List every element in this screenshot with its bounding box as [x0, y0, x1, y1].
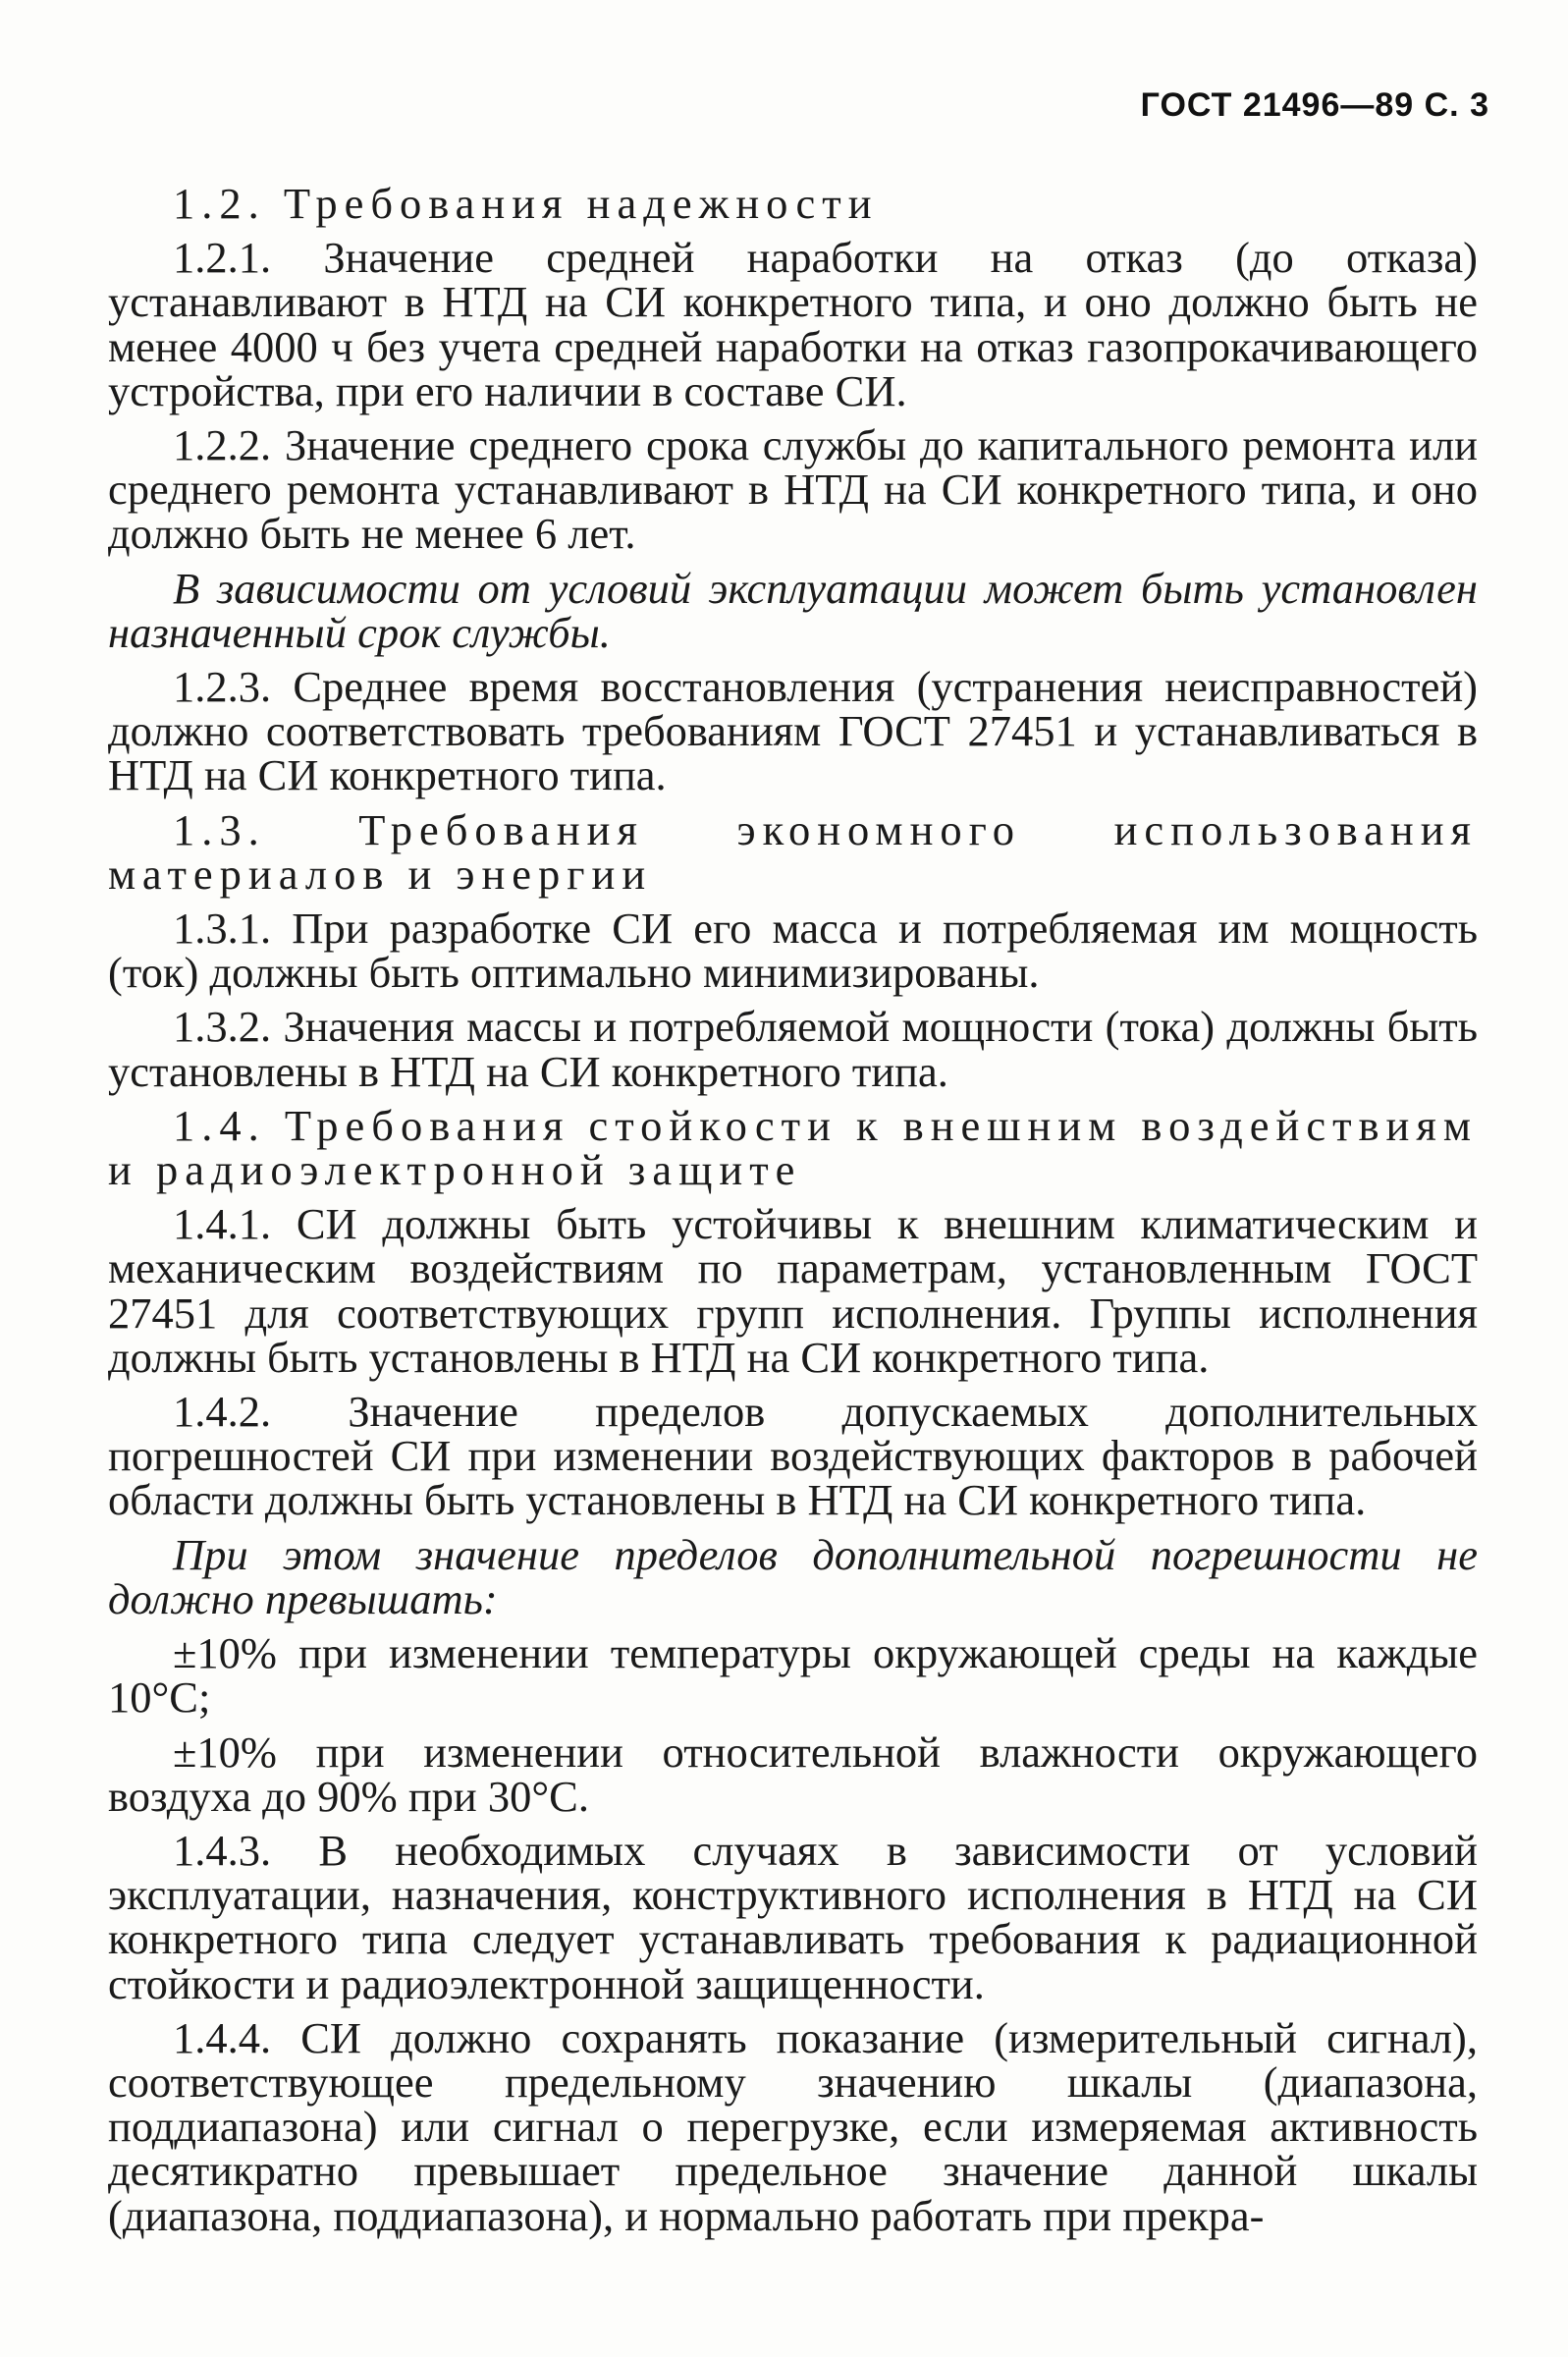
section-heading-1-4: 1.4. Требования стойкости к внешним воздействиям и радиоэлектронной защите	[108, 1100, 1478, 1195]
paragraph-1-2-2: 1.2.2. Значение среднего срока службы до капитального ремонта или среднего ремонта устанавливают в НТД на СИ конкретного типа, и оно должно быть не менее 6 лет.	[108, 420, 1478, 559]
paragraph-1-4-2: 1.4.2. Значение пределов допускаемых дополнительных погрешностей СИ при изменении воздействующих факторов в рабочей области должны быть установлены в НТД на СИ конкретного типа.	[108, 1387, 1478, 1525]
section-heading-1-2: 1.2. Требования надежности	[173, 179, 879, 228]
paragraph-1-2-3: 1.2.3. Среднее время восстановления (устранения неисправностей) должно соответствовать требованиям ГОСТ 27451 и устанавливаться в НТД на СИ конкретного типа.	[108, 662, 1478, 800]
paragraph-service-life-note: В зависимости от условий эксплуатации может быть установлен назначенный срок службы.	[108, 563, 1478, 657]
paragraph-humidity-limit: ±10% при изменении относительной влажности окружающего воздуха до 90% при 30°С.	[108, 1727, 1478, 1821]
paragraph-error-limits-intro: При этом значение пределов дополнительной погрешности не должно превышать:	[108, 1529, 1478, 1623]
page-header: ГОСТ 21496—89 С. 3	[1140, 86, 1489, 124]
paragraph-1-3-2: 1.3.2. Значения массы и потребляемой мощности (тока) должны быть установлены в НТД на СИ конкретного типа.	[108, 1002, 1478, 1096]
paragraph-1-4-1: 1.4.1. СИ должны быть устойчивы к внешним климатическим и механическим воздействиям по параметрам, установленным ГОСТ 27451 для соответствующих групп исполнения. Группы исполнения должны быть установлены в НТД на СИ конкретного типа.	[108, 1199, 1478, 1382]
document-body	[108, 179, 1478, 2248]
paragraph-1-2-1: 1.2.1. Значение средней наработки на отказ (до отказа) устанавливают в НТД на СИ конкретного типа, и оно должно быть не менее 4000 ч без учета средней наработки на отказ газопрокачивающего устройства, при его наличии в составе СИ.	[108, 233, 1478, 415]
paragraph-1-3-1: 1.3.1. При разработке СИ его масса и потребляемая им мощность (ток) должны быть оптимально минимизированы.	[108, 904, 1478, 998]
paragraph-1-4-4: 1.4.4. СИ должно сохранять показание (измерительный сигнал), соответствующее предельному значению шкалы (диапазона, поддиапазона) или сигнал о перегрузке, если измеряемая активность десятикратно превышает предельное значение данной шкалы (диапазона, поддиапазона), и нормально работать при прекра-	[108, 2012, 1478, 2240]
paragraph-1-4-3: 1.4.3. В необходимых случаях в зависимости от условий эксплуатации, назначения, конструктивного исполнения в НТД на СИ конкретного типа следует устанавливать требования к радиационной стойкости и радиоэлектронной защищенности.	[108, 1825, 1478, 2008]
paragraph-temperature-limit: ±10% при изменении температуры окружающей среды на каждые 10°С;	[108, 1628, 1478, 1723]
section-heading-1-3: 1.3. Требования экономного использования материалов и энергии	[108, 804, 1478, 899]
